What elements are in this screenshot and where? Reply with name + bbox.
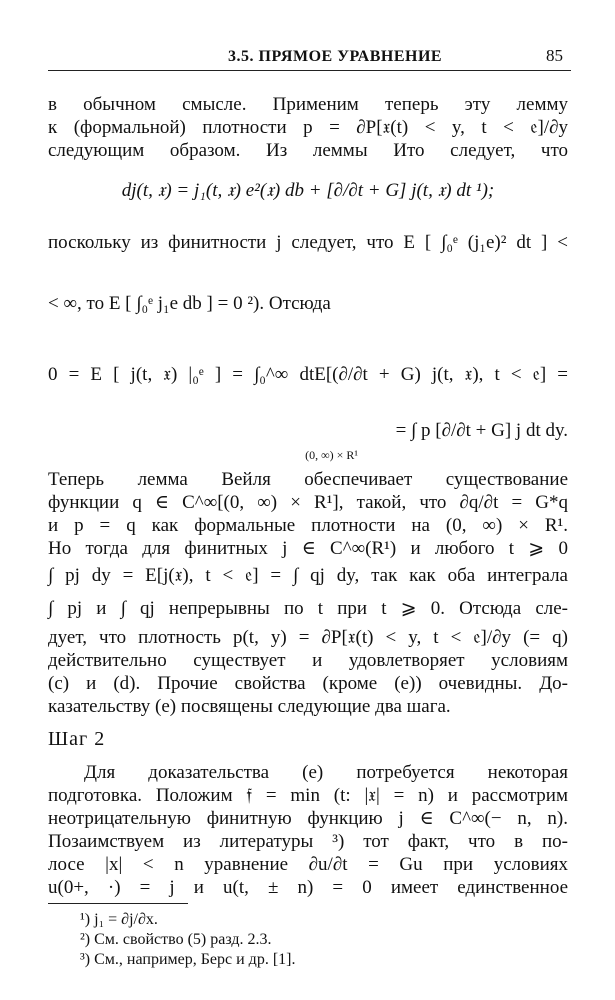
text-line: u(0+, ·) = j и u(t, ± n) = 0 имеет единственное [48,877,568,898]
text-line: подготовка. Положим 𝔣 = min (t: |𝔵| = n) и рассмотрим [48,785,568,806]
footnote: ²) См. свойство (5) разд. 2.3. [80,931,272,948]
text-line: ∫ pj dy = E[j(𝔵), t < 𝔢] = ∫ qj dy, так как оба интеграла [48,565,568,586]
text-line: Но тогда для финитных j ∈ C^∞(R¹) и любого t ⩾ 0 [48,538,568,559]
equation-expectation: 0 = E [ j(t, 𝔵) |₀ᵉ ] = ∫₀^∞ dtE[(∂/∂t + G) j(t, 𝔵), t < 𝔢] = [48,364,568,385]
header-rule [48,70,571,71]
equation-integral: = ∫ p [∂/∂t + G] j dt dy. [395,420,568,441]
footnote: ¹) j₁ = ∂j/∂x. [80,911,158,928]
text-line: действительно существует и удовлетворяет условиям [48,650,568,671]
text-line: в обычном смысле. Применим теперь эту лемму [48,94,568,115]
text-line: и p = q как формальные плотности на (0, ∞) × R¹. [48,515,568,536]
footnote: ³) См., например, Берс и др. [1]. [80,951,296,968]
step-heading: Шаг 2 [48,728,106,750]
text-line: Теперь лемма Вейля обеспечивает существование [48,469,568,490]
text-line: Позаимствуем из литературы ³) тот факт, что в по- [48,831,568,852]
text-line: функции q ∈ C^∞[(0, ∞) × R¹], такой, что ∂q/∂t = G*q [48,492,568,513]
text-line: (c) и (d). Прочие свойства (кроме (e)) очевидны. До- [48,673,568,694]
footnote-rule [48,903,188,904]
text-line: лосе |x| < n уравнение ∂u/∂t = Gu при условиях [48,854,568,875]
integral-domain: (0, ∞) × R¹ [305,448,358,462]
section-title: 3.5. ПРЯМОЕ УРАВНЕНИЕ [228,48,443,65]
text-line: < ∞, то E [ ∫₀ᵉ j₁e db ] = 0 ²). Отсюда [48,293,331,314]
page-number: 85 [546,46,563,65]
page-header [0,0,615,86]
text-line: казательству (e) посвящены следующие два шага. [48,696,451,717]
text-line: дует, что плотность p(t, y) = ∂P[𝔵(t) < y, t < 𝔢]/∂y (= q) [48,627,568,648]
text-line: неотрицательную финитную функцию j ∈ C^∞(− n, n). [48,808,568,829]
text-line: следующим образом. Из леммы Ито следует, что [48,140,568,161]
text-line: поскольку из финитности j следует, что E [ ∫₀ᵉ (j₁e)² dt ] < [48,232,568,253]
text-line: ∫ pj и ∫ qj непрерывны по t при t ⩾ 0. Отсюда сле- [48,598,568,619]
equation-ito: dj(t, 𝔵) = j₁(t, 𝔵) e²(𝔵) db + [∂/∂t + G] j(t, 𝔵) dt ¹); [121,180,495,201]
text-line: Для доказательства (e) потребуется некоторая [84,762,568,783]
text-line: к (формальной) плотности p = ∂P[𝔵(t) < y, t < 𝔢]/∂y [48,117,568,138]
